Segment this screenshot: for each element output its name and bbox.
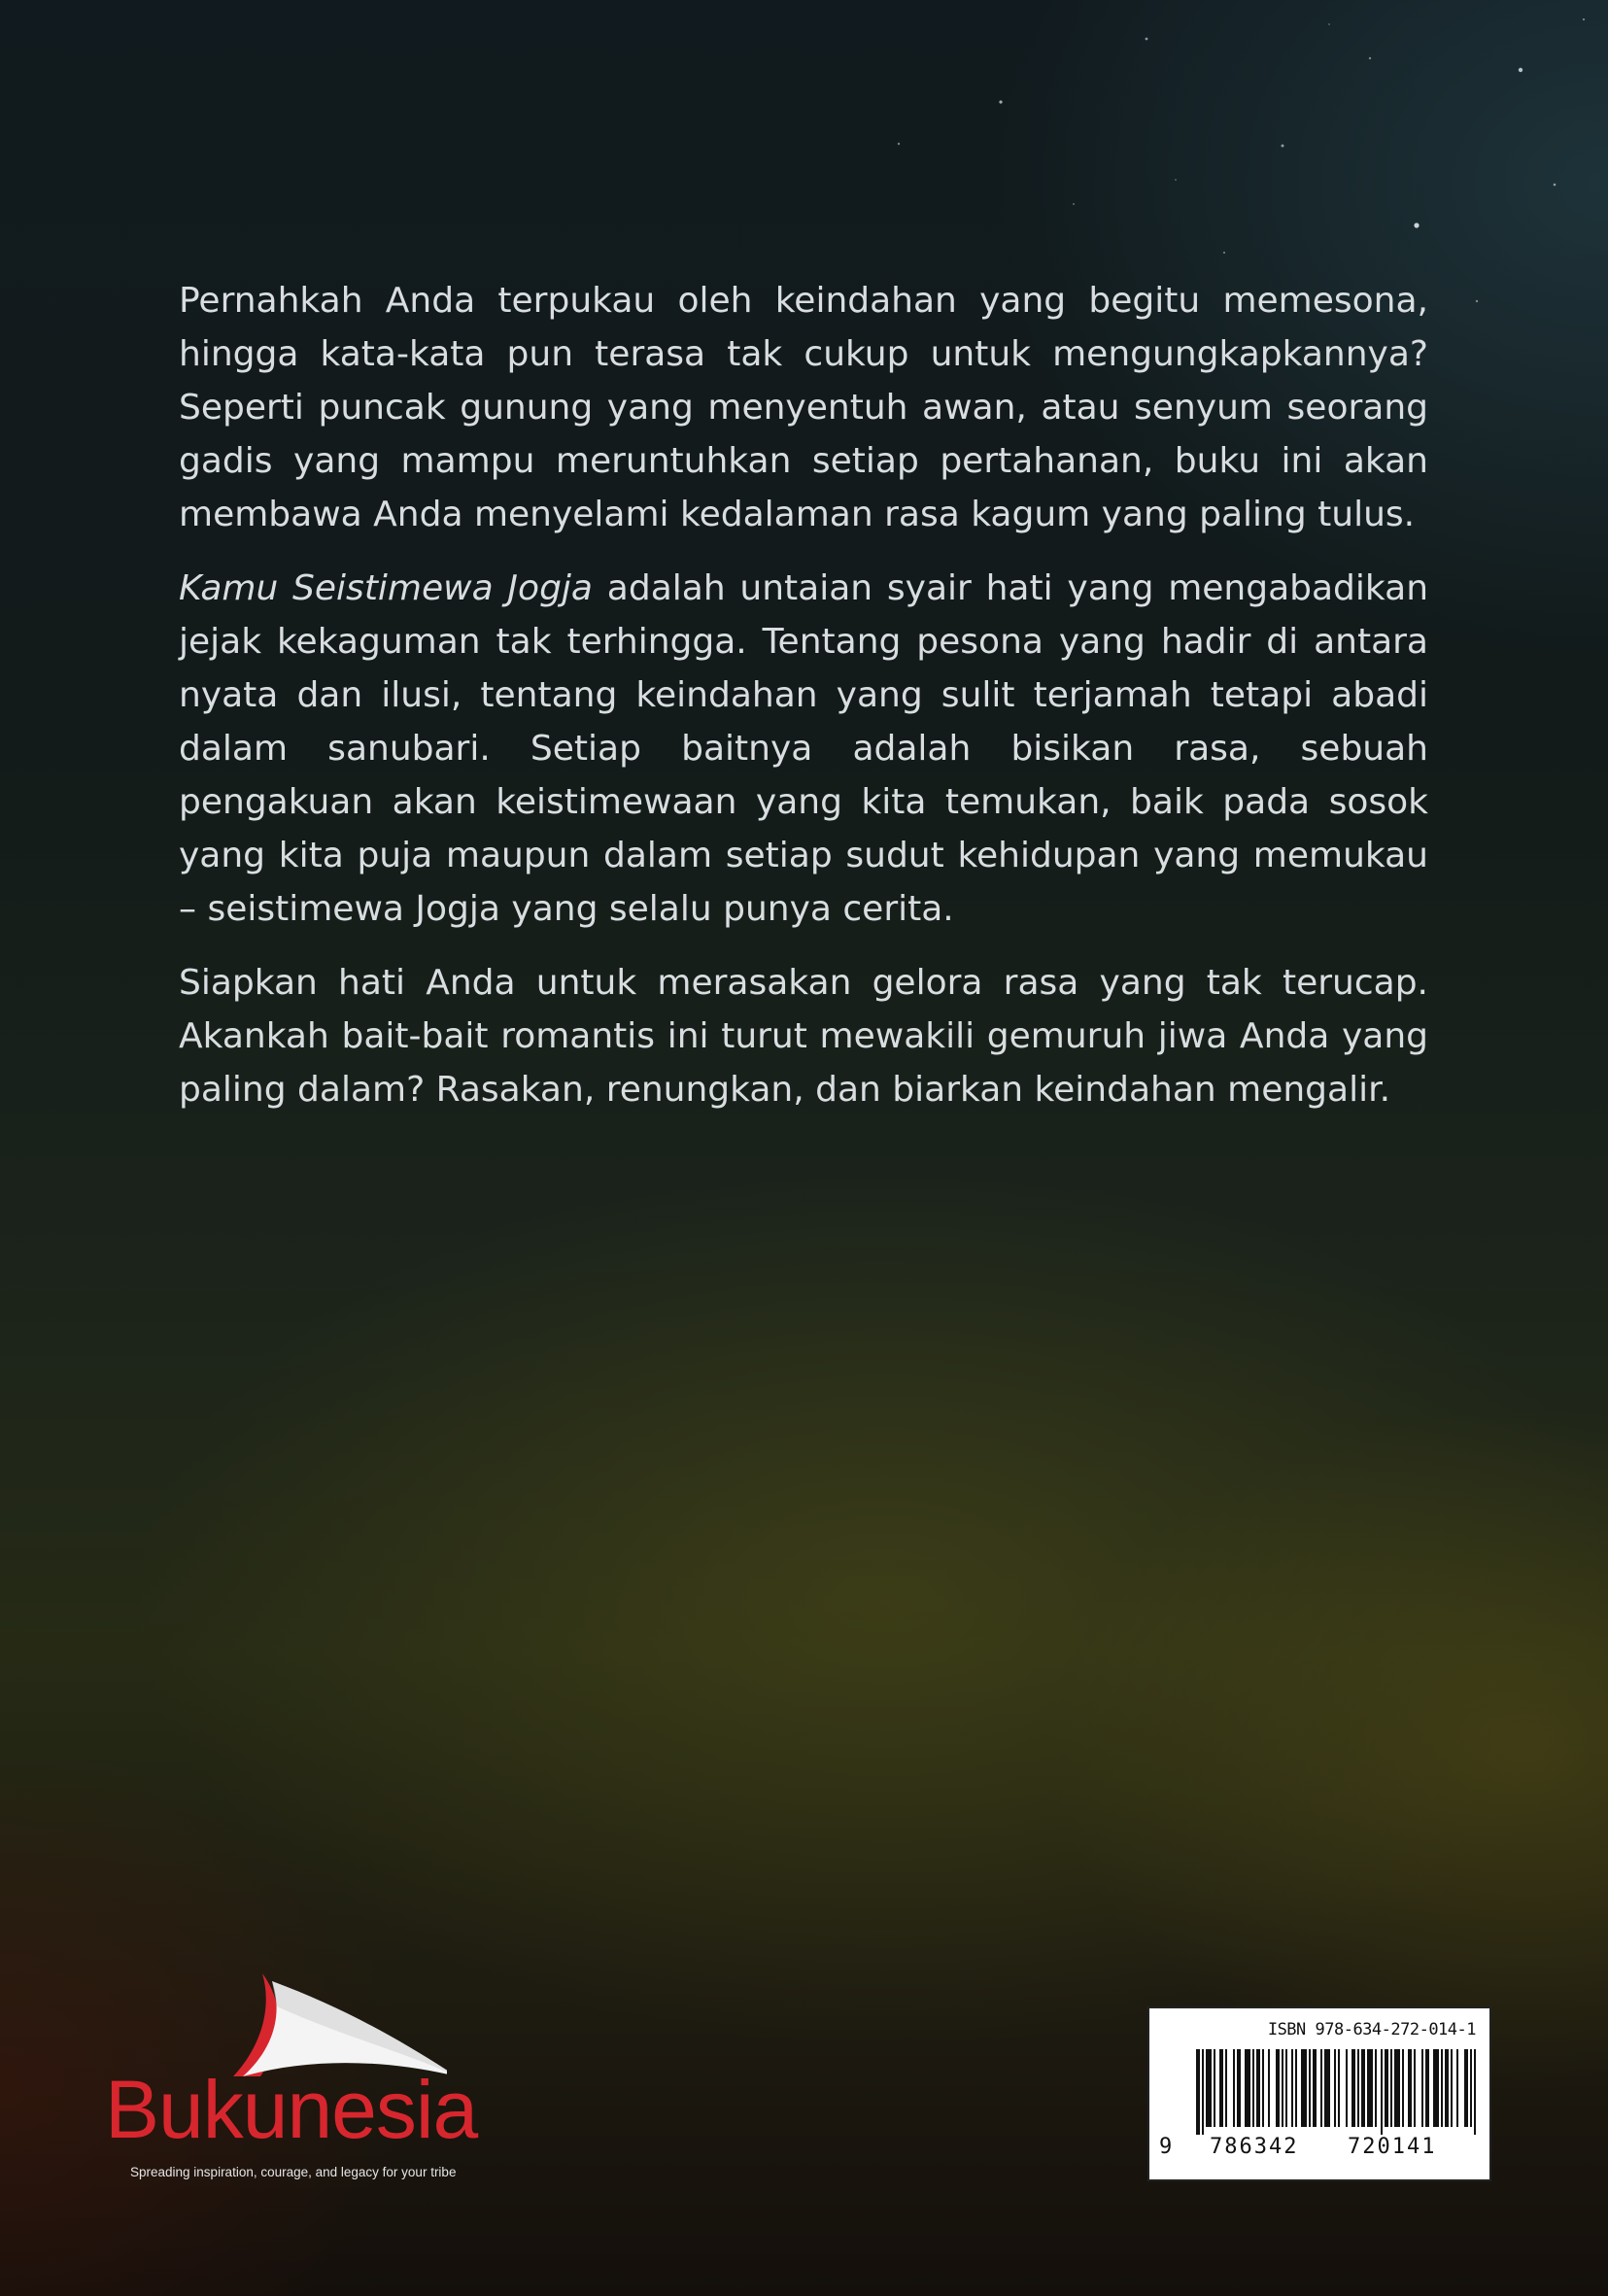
barcode-bar [1276,2049,1280,2127]
blurb-text [179,274,1428,1137]
publisher-logo [105,1968,513,2201]
barcode-bars [1196,2049,1478,2135]
barcode-bar [1451,2049,1453,2127]
blurb-paragraph-3: Siapkan hati Anda untuk merasakan gelora rasa yang tak terucap. Akankah bait-bait romantis ini turut mewakili gemuruh jiwa Anda yang paling dalam? Rasakan, renungkan, dan biarkan keindahan mengalir. [179,963,1428,1110]
barcode-bar [1324,2049,1330,2127]
barcode-bar [1202,2049,1204,2135]
barcode-bar [1237,2049,1241,2127]
blurb-paragraph-2-body: adalah untaian syair hati yang mengabadikan jejak kekaguman tak terhingga. Tentang pesona yang hadir di antara nyata dan ilusi, tentang keindahan yang sulit terjamah tetapi abadi dalam sanubari. Setiap baitnya adalah bisikan rasa, sebuah pengakuan akan keistimewaan yang kita temukan, baik pada sosok yang kita puja maupun dalam setiap sudut kehidupan yang memukau – seistimewa Jogja yang selalu punya cerita. [179,568,1429,929]
barcode-bar [1456,2049,1458,2127]
barcode-bar [1334,2049,1336,2127]
barcode-bar [1245,2049,1250,2127]
isbn-label: ISBN 978-634-272-014-1 [1267,2020,1476,2039]
barcode-bar [1390,2049,1392,2127]
barcode-bar [1445,2049,1449,2127]
barcode-bar [1367,2049,1373,2127]
barcode-bar [1402,2049,1404,2127]
isbn-barcode [1147,2006,1491,2181]
barcode-bar [1309,2049,1311,2127]
barcode-bar [1320,2049,1322,2127]
barcode-bar [1375,2049,1377,2127]
barcode-bar [1268,2049,1270,2127]
barcode-bar [1381,2049,1383,2135]
barcode-bar [1421,2049,1423,2127]
barcode-bar [1408,2049,1412,2127]
publisher-name: Bukunesia [105,2064,478,2155]
barcode-bar [1346,2049,1348,2127]
barcode-bar [1425,2049,1429,2127]
barcode-bar [1414,2049,1416,2127]
barcode-bar [1357,2049,1359,2127]
barcode-bar [1394,2049,1400,2127]
barcode-bar [1252,2049,1254,2127]
barcode-bar [1301,2049,1307,2127]
publisher-tagline: Spreading inspiration, courage, and legacy for your tribe [130,2165,457,2179]
barcode-digit-first: 9 [1159,2135,1173,2159]
book-title-italic: Kamu Seistimewa Jogja [179,568,593,608]
barcode-bar [1464,2049,1468,2127]
barcode-bar [1361,2049,1365,2127]
barcode-bar [1262,2049,1264,2127]
barcode-bar [1351,2049,1355,2127]
barcode-digits-right: 720141 [1348,2135,1437,2159]
blurb-paragraph-1: Pernahkah Anda terpukau oleh keindahan yang begitu memesona, hingga kata-kata pun terasa tak cukup untuk mengungkapkannya? Seperti puncak gunung yang menyentuh awan, atau senyum seorang gadis yang mampu meruntuhkan setiap pertahanan, buku ini akan membawa Anda menyelami kedalaman rasa kagum yang paling tulus. [179,281,1428,534]
barcode-bar [1295,2049,1297,2127]
barcode-bar [1474,2049,1476,2135]
barcode-bar [1285,2049,1287,2127]
barcode-bar [1282,2049,1283,2127]
blurb-paragraph-2 [179,562,1428,936]
barcode-bar [1256,2049,1260,2127]
barcode-bar [1385,2049,1388,2127]
barcode-bar [1196,2049,1200,2135]
barcode-digits-left: 786342 [1210,2135,1299,2159]
barcode-bar [1225,2049,1227,2127]
barcode-bar [1206,2049,1212,2127]
barcode-bar [1214,2049,1215,2127]
barcode-bar [1338,2049,1340,2127]
barcode-bar [1441,2049,1443,2127]
barcode-bar [1470,2049,1472,2127]
barcode-bar [1313,2049,1317,2127]
barcode-bar [1291,2049,1293,2127]
barcode-bar [1219,2049,1223,2127]
barcode-bar [1233,2049,1235,2127]
barcode-bar [1433,2049,1439,2127]
